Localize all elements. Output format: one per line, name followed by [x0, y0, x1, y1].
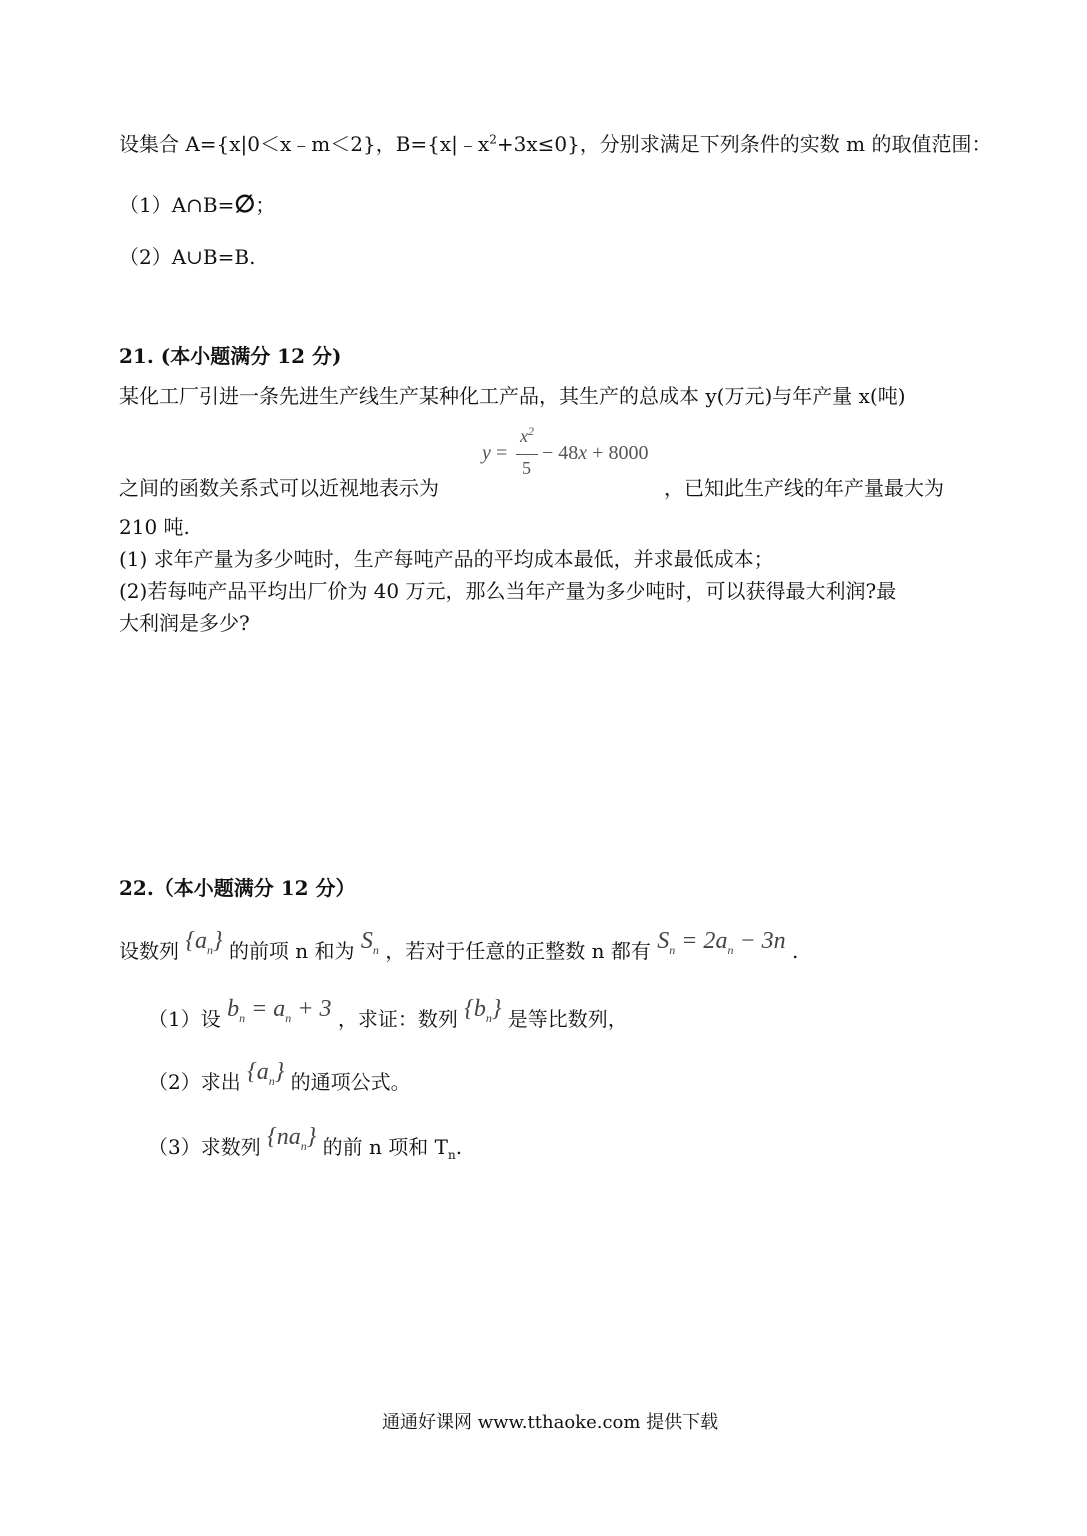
sequence-n-a-n: $\{na_n\}$ [267, 1124, 317, 1153]
q20-stem: 设集合 A={x|0＜x﹣m＜2}，$B=\{x|﹣x^2+3x\le 0\}$，分别求满足下列条件的实数 m 的取值范围： [119, 132, 992, 156]
q21-sub1: (1) 求年产量为多少吨时，生产每吨产品的平均成本最低，并求最低成本； [119, 547, 774, 571]
q22-part3: （3）求数列 $\{na_n\}$ 的前 n 项和 $T_n$. [148, 1124, 463, 1162]
page-footer: 通通好课网 www.tthaoke.com 提供下载 [382, 1412, 719, 1433]
q20-part2: （2）A∪B=B. [119, 245, 256, 269]
q21-line2-suffix: ，已知此生产线的年产量最大为 [664, 476, 944, 500]
formula-bn: $b_n = a_n + 3$ [227, 996, 332, 1025]
sequence-b-n: $\{b_n\}$ [464, 996, 502, 1025]
q22-heading: 22.（本小题满分 12 分） [119, 876, 356, 900]
cost-formula: y = $x^2$ 5 − 48x + 8000 [482, 424, 649, 478]
exponent-2: 2 [489, 132, 497, 147]
q21-sub2-line2: 大利润是多少? [119, 611, 250, 635]
sequence-a-n: $\{a_n\}$ [185, 928, 223, 957]
q21-sub2-line1: (2)若每吨产品平均出厂价为 40 万元，那么当年产量为多少吨时，可以获得最大利润?最 [119, 579, 897, 603]
q20-part1: （1）A∩B=∅； [119, 189, 276, 218]
sequence-a-n-2: $\{a_n\}$ [247, 1059, 285, 1088]
formula-sn: $S_n = 2a_n - 3n$ [657, 928, 786, 957]
q21-line2: 之间的函数关系式可以近视地表示为 [119, 476, 439, 500]
q22-part1: （1）设 $b_n = a_n + 3$ ，求证：数列 $\{b_n\}$ 是等比数列， [148, 996, 628, 1031]
q21-line3: 210 吨. [119, 515, 190, 539]
q22-stem: 设数列 $\{a_n\}$ 的前项 n 和为 $S_n$ ，若对于任意的正整数 n 都有 $S_n = 2a_n - 3n$ . [119, 928, 799, 963]
q22-part2: （2）求出 $\{a_n\}$ 的通项公式。 [148, 1059, 411, 1094]
empty-set-symbol: ∅ [234, 189, 256, 218]
sum-s-n: $S_n$ [360, 928, 379, 957]
q21-line1: 某化工厂引进一条先进生产线生产某种化工产品，其生产的总成本 y(万元)与年产量 x(吨) [119, 384, 906, 408]
q21-heading: 21. (本小题满分 12 分) [119, 344, 342, 368]
